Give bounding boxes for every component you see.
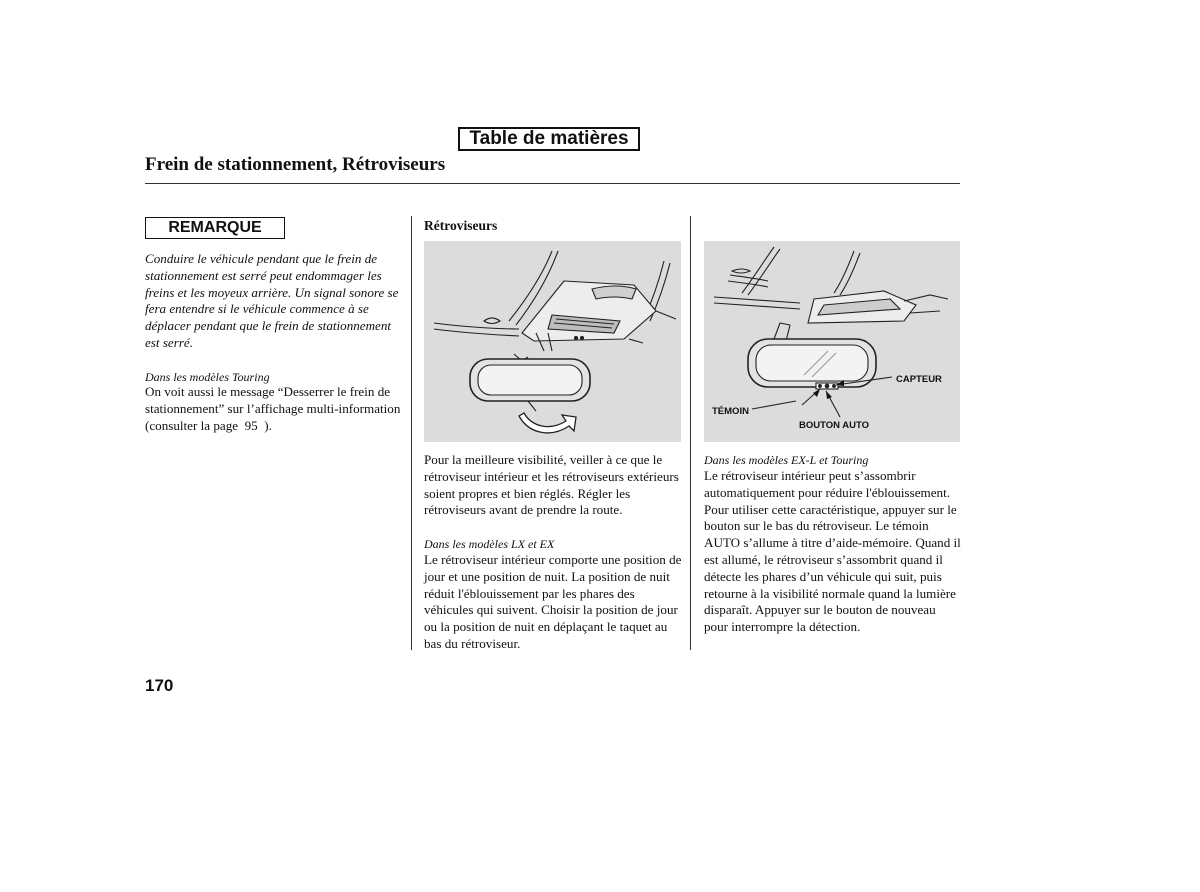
- column-divider-left: [411, 216, 412, 650]
- page-95-link[interactable]: 95: [244, 417, 258, 433]
- auto-dimming-mirror-illustration: [704, 241, 960, 442]
- auto-button-label: BOUTON AUTO: [799, 420, 870, 431]
- indicator-label: TÉMOIN: [712, 406, 749, 417]
- mirror-day-night-drawing: [424, 241, 681, 442]
- rearview-mirror-day-night-illustration: [424, 241, 681, 442]
- touring-models-label: Dans les modèles Touring: [145, 370, 270, 384]
- header-divider: [145, 183, 960, 184]
- exl-touring-models-label: Dans les modèles EX-L et Touring: [704, 453, 869, 467]
- auto-dimming-text: Le rétroviseur intérieur peut s’assombrir automatiquement pour réduire l'éblouissement. Pour utiliser cette caractéristique, appuyer sur le bouton sur le bas du rétroviseur. Le témoin AUTO s’allume à titre d’aide-mémoire. Quand il est allumé, le rétroviseur s’assombrit quand il détecte les phares d’un véhicule qui suit, puis retourne à la visibilité normale quand la lumière disparaît. Appuyer sur le bouton de nouveau pour interrompre la détection.: [704, 468, 961, 635]
- table-of-contents-button[interactable]: Table de matières: [458, 127, 640, 151]
- page-number: 170: [145, 676, 174, 695]
- note-label: REMARQUE: [145, 217, 285, 239]
- lx-ex-models-label: Dans les modèles LX et EX: [424, 537, 555, 551]
- lx-ex-mirror-text: Le rétroviseur intérieur comporte une position de jour et une position de nuit. La position de nuit réduit l'éblouissement par les phares des véhicules qui suivent. Choisir la position de jour ou la position de nuit en déplaçant le taquet au bas du rétroviseur.: [424, 552, 682, 651]
- mirrors-intro-text: Pour la meilleure visibilité, veiller à ce que le rétroviseur intérieur et les rétroviseurs extérieurs soient propres et bien réglés. Régler les rétroviseurs avant de prendre la route.: [424, 452, 679, 518]
- touring-models-text: On voit aussi le message “Desserrer le frein de stationnement” sur l’affichage multi-information (consulter la page 95 ).: [145, 384, 401, 433]
- note-text: Conduire le véhicule pendant que le frein de stationnement est serré peut endommager les freins et les moyeux arrière. Un signal sonore se fera entendre si le véhicule commence à se déplacer pendant que le frein de stationnement est serré.: [145, 251, 399, 350]
- sensor-label: CAPTEUR: [896, 374, 942, 385]
- page-title: Frein de stationnement, Rétroviseurs: [145, 154, 446, 175]
- mirrors-heading: Rétroviseurs: [424, 218, 498, 233]
- column-divider-right: [690, 216, 691, 650]
